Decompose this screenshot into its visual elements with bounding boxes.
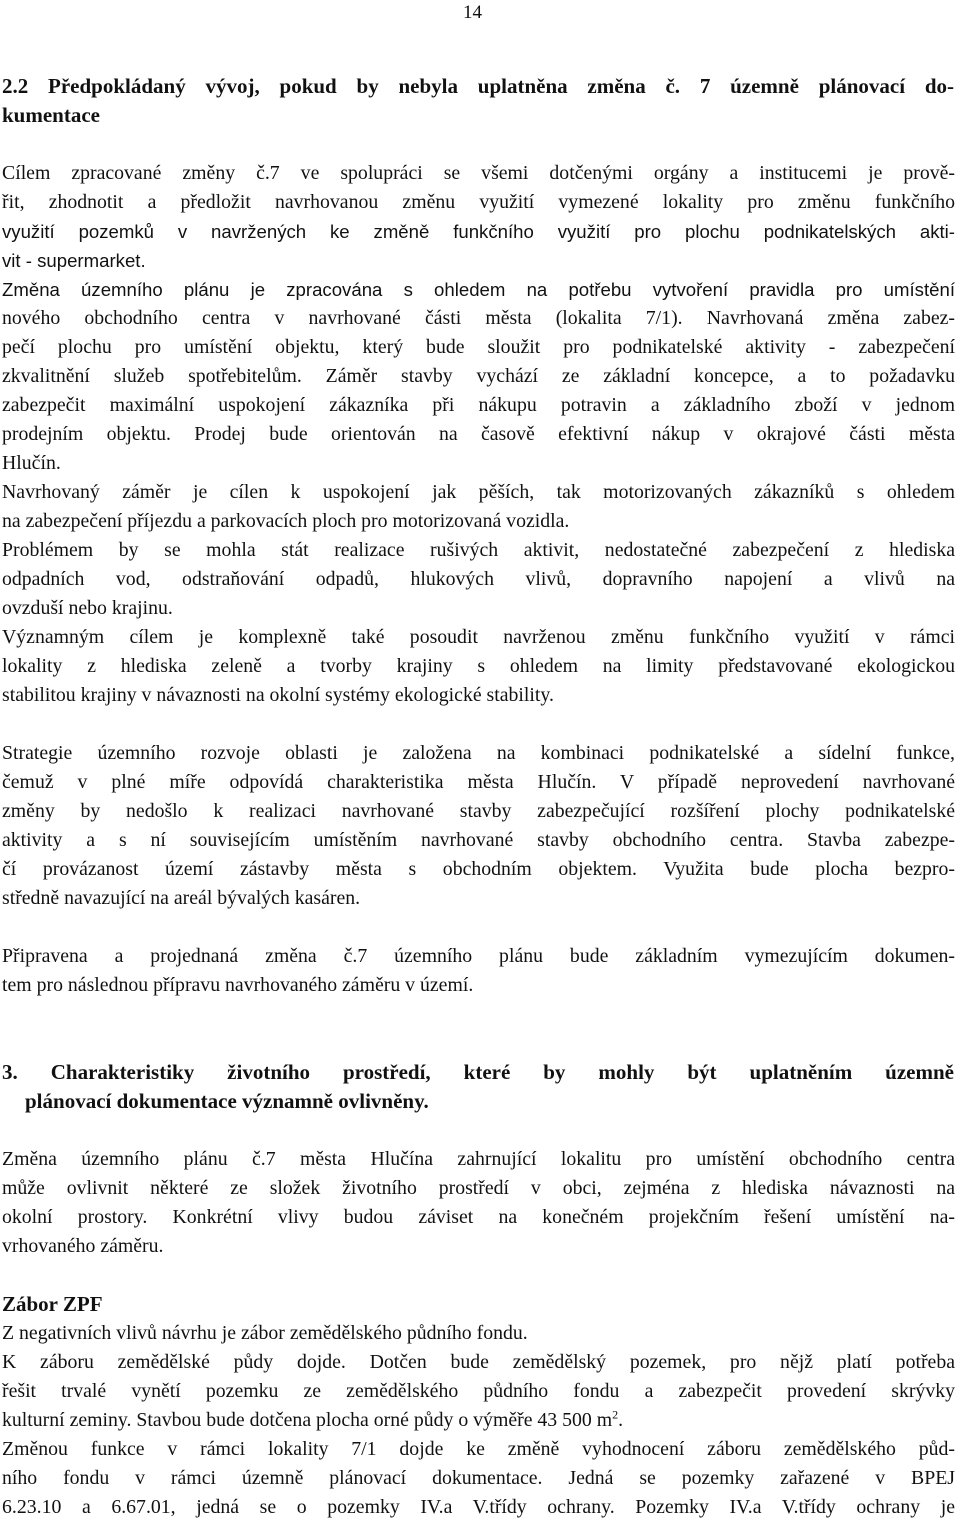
paragraph-line: Navrhovaný záměr je cílen k uspokojení jak pěších, tak motorizovaných zákazníků s ohledem bbox=[2, 481, 955, 503]
subsection-heading: Zábor ZPF bbox=[2, 1292, 103, 1316]
paragraph-line: vrhovaného záměru. bbox=[2, 1235, 164, 1257]
paragraph-line: Změnou funkce v rámci lokality 7/1 dojde ke změně vyhodnocení záboru zemědělského půd- bbox=[2, 1438, 955, 1460]
paragraph-line: Hlučín. bbox=[2, 452, 61, 474]
paragraph-line: pečí plochu pro umístění objektu, který bude sloužit pro podnikatelské aktivity - zabezpečení bbox=[2, 336, 955, 358]
section-heading: plánovací dokumentace významně ovlivněny. bbox=[25, 1089, 429, 1113]
paragraph-line: Strategie územního rozvoje oblasti je založena na kombinaci podnikatelské a sídelní funkce, bbox=[2, 742, 955, 764]
paragraph-line: lokality z hlediska zeleně a tvorby krajiny s ohledem na limity představované ekologickou bbox=[2, 655, 955, 677]
paragraph-line: na zabezpečení příjezdu a parkovacích ploch pro motorizovaná vozidla. bbox=[2, 510, 570, 532]
paragraph-line bbox=[2, 1406, 955, 1435]
section-heading: 2.2 Předpokládaný vývoj, pokud by nebyla uplatněna změna č. 7 územně plánovací do- bbox=[2, 74, 954, 98]
area-suffix: . bbox=[618, 1409, 624, 1431]
paragraph-line: změny by nedošlo k realizaci navrhované stavby zabezpečující rozšíření plochy podnikatelské bbox=[2, 800, 955, 822]
paragraph-line: čí provázanost území zástavby města s obchodním objektem. Využita bude plocha bezpro- bbox=[2, 858, 955, 880]
paragraph-line: K záboru zemědělské půdy dojde. Dotčen bude zemědělský pozemek, pro nějž platí potřeba bbox=[2, 1351, 955, 1373]
section-heading: 3. Charakteristiky životního prostředí, které by mohly být uplatněním územně bbox=[2, 1060, 954, 1084]
paragraph-line: ovzduší nebo krajinu. bbox=[2, 597, 173, 619]
paragraph-line: Změna územního plánu č.7 města Hlučína zahrnující lokalitu pro umístění obchodního centra bbox=[2, 1148, 955, 1170]
area-text: kulturní zeminy. Stavbou bude dotčena plocha orné půdy o výměře 43 500 m bbox=[2, 1409, 613, 1431]
paragraph-line: 6.23.10 a 6.67.01, jedná se o pozemky IV.a V.třídy ochrany. Pozemky IV.a V.třídy ochrany je bbox=[2, 1496, 955, 1518]
paragraph-line: ního fondu v rámci územně plánovací dokumentace. Jedná se pozemky zařazené v BPEJ bbox=[2, 1467, 955, 1489]
paragraph-line: vit - supermarket. bbox=[2, 250, 146, 271]
paragraph-line: středně navazující na areál bývalých kasáren. bbox=[2, 887, 361, 909]
paragraph-line: Z negativních vlivů návrhu je zábor zemědělského půdního fondu. bbox=[2, 1322, 528, 1344]
paragraph-line: stabilitou krajiny v návaznosti na okolní systémy ekologické stability. bbox=[2, 684, 554, 706]
paragraph-line: čemuž v plné míře odpovídá charakteristika města Hlučín. V případě neprovedení navrhované bbox=[2, 771, 955, 793]
paragraph-line: tem pro následnou přípravu navrhovaného záměru v území. bbox=[2, 974, 474, 996]
paragraph-line: Problémem by se mohla stát realizace rušivých aktivit, nedostatečné zabezpečení z hlediska bbox=[2, 539, 955, 561]
paragraph-line: využití pozemků v navržených ke změně funkčního využití pro plochu podnikatelských akti- bbox=[2, 221, 955, 242]
page-number: 14 bbox=[463, 2, 482, 23]
paragraph-line: nového obchodního centra v navrhované části města (lokalita 7/1). Navrhovaná změna zabez- bbox=[2, 307, 955, 329]
paragraph-line: Připravena a projednaná změna č.7 územního plánu bude základním vymezujícím dokumen- bbox=[2, 945, 955, 967]
paragraph-line: Cílem zpracované změny č.7 ve spolupráci se všemi dotčenými orgány a institucemi je prově- bbox=[2, 162, 955, 184]
paragraph-line: aktivity a s ní souvisejícím umístěním navrhované stavby obchodního centra. Stavba zabezpe- bbox=[2, 829, 955, 851]
paragraph-line: Významným cílem je komplexně také posoudit navrženou změnu funkčního využití v rámci bbox=[2, 626, 955, 648]
paragraph-line: odpadních vod, odstraňování odpadů, hlukových vlivů, dopravního napojení a vlivů na bbox=[2, 568, 955, 590]
section-heading: kumentace bbox=[2, 103, 100, 127]
area-superscript: 2 bbox=[612, 1407, 619, 1422]
paragraph-line: zkvalitnění služeb spotřebitelům. Záměr stavby vychází ze základní koncepce, a to požadavku bbox=[2, 365, 955, 387]
paragraph-line: prodejním objektu. Prodej bude orientován na časově efektivní nákup v okrajové části města bbox=[2, 423, 955, 445]
paragraph-line: řit, zhodnotit a předložit navrhovanou změnu využití vymezené lokality pro změnu funkčního bbox=[2, 191, 955, 213]
paragraph-line: okolní prostory. Konkrétní vlivy budou záviset na konečném projekčním řešení umístění na- bbox=[2, 1206, 955, 1228]
paragraph-line: může ovlivnit některé ze složek životního prostředí v obci, zejména z hlediska návaznosti na bbox=[2, 1177, 955, 1199]
paragraph-line: zabezpečit maximální uspokojení zákazníka při nákupu potravin a základního zboží v jednom bbox=[2, 394, 955, 416]
paragraph-line: Změna územního plánu je zpracována s ohledem na potřebu vytvoření pravidla pro umístění bbox=[2, 279, 955, 300]
paragraph-line: řešit trvalé vynětí pozemku ze zemědělského půdního fondu a zabezpečit provedení skrývky bbox=[2, 1380, 955, 1402]
